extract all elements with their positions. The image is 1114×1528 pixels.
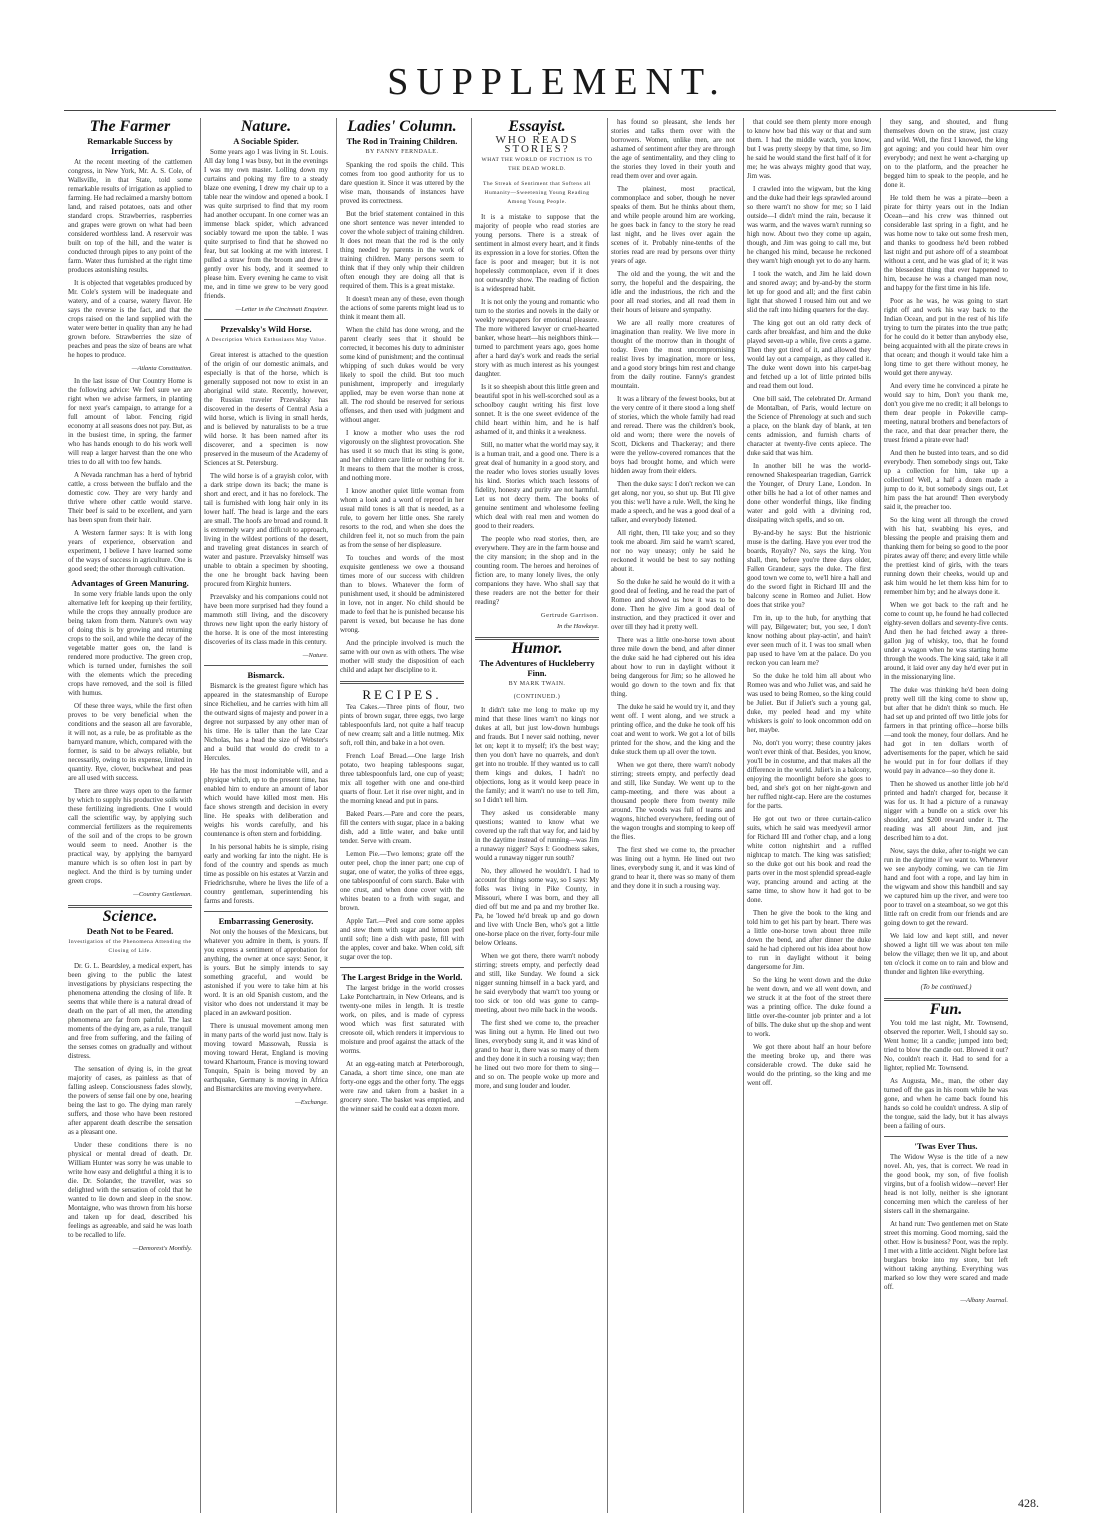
page-number: 428. xyxy=(1018,1496,1039,1510)
column-rule xyxy=(200,118,201,1513)
body-paragraph: Poor as he was, he was going to start right off and work his way back to the Indian Ocean, and put in the rest of his life trying to turn the pirates into the true path; for he could do it better than anybody else, being acquainted with all the pirate crews in that ocean; and though it would take him a long time to get there without money, he would get there anyway. xyxy=(884,297,1008,377)
body-paragraph: Apple Tart.—Peel and core some apples and stew them with sugar and lemon peel until soft; line a dish with paste, fill with the apples, cover and bake. When cold, sift sugar over the top. xyxy=(340,917,464,961)
body-paragraph: Then he give the book to the king and told him to get his part by heart. There was a little one-horse town about three mile down the bend, and after dinner the duke said he had ciphered out his idea about how to run in daylight without it being dangersome for Jim. xyxy=(747,909,871,971)
body-paragraph: The wild horse is of a grayish color, with a dark stripe down its back; the mane is short and erect, and it has no forelock. The tail is furnished with long hair only in its lower half. The head is large and the ears are small. The hoofs are broad and round. It is extremely wary and difficult to approach, living in the wildest portions of the desert, and traveling great distances in search of water and pasture. Przevalsky himself was unable to obtain a specimen by shooting, the one he brought back having been procured from Kirghiz hunters. xyxy=(204,472,328,588)
article-divider xyxy=(204,911,328,912)
body-paragraph: So the king he went down and the duke he went down, and we all went down, and we struck it at the foot of the street there was a printing office. The duke found a little over-the-counter job printer and a lot of bills. The duke shut up the shop and went to work. xyxy=(747,976,871,1038)
body-paragraph: that could see them plenty more enough to know how bad this way or that and sum them. I had the middle watch, you know, but I was pretty sleepy by that time, so Jim he said he would stand the first half of it for me; he was always mighty good that way, Jim was. xyxy=(747,118,871,180)
body-paragraph: It is a mistake to suppose that the majority of people who read stories are young persons. There is a streak of sentiment in almost every heart, and it finds its expression in a love for stories. Often the face is poor and meager; but it is not hopelessly commonplace, even if it does not outwardly show. The reading of fiction is a widespread habit. xyxy=(475,213,599,293)
section-heading: Humor. xyxy=(511,640,563,657)
body-paragraph: When we got there, there warn't nobody stirring; streets empty, and perfectly dead and still, like Sunday. We went up to the camp-meeting, and there was about a thousand people there from twenty mile around. The woods was full of teams and wagons, hitched everywhere, feeding out of the wagon troughs and stomping to keep off the flies. xyxy=(611,761,735,841)
section-heading: Nature. xyxy=(240,118,292,135)
body-paragraph: In some very friable lands upon the only alternative left for keeping up their fertility, while the crops they annually produce are being taken from them. Nature's own way of doing this is by growing and returning crops to the soil, and while the decay of the vegetable matter goes on, the land is rendered more productive. The green crop, which is turned under, furnishes the soil with the elements which the preceding crops have removed, and the soil is filled with humus. xyxy=(68,590,192,697)
masthead-rule xyxy=(64,110,1056,111)
column-rule xyxy=(471,118,472,1513)
source-credit: —Atlanta Constitution. xyxy=(131,365,192,372)
article-title: The Rod in Training Children. xyxy=(346,136,458,146)
article-deck: The Streak of Sentiment that Softens all Humanity—Sweetening Young Reading Among Young People. xyxy=(483,181,591,205)
body-paragraph: When we got there, there warn't nobody stirring; streets empty, and perfectly dead and still, like Sunday. We found a sick nigger sunning himself in a back yard, and he said everybody that warn't too young or too sick or too old was gone to camp-meeting, about two mile back in the woods. xyxy=(475,952,599,1014)
body-paragraph: At an egg-eating match at Peterborough, Canada, a short time since, one man ate forty-one eggs and the other forty. The eggs were raw and taken from a basket in a grocery store. The basket was emptied, and the winner said he could eat a dozen more. xyxy=(340,1060,464,1113)
body-paragraph: Dr. G. L. Beardsley, a medical expert, has been giving to the public the latest investigations by physicians respecting the phenomena attending the closing of life. It seems that while there is a natural dread of death on the part of all men, the attending phenomena are far from painful. The last moments of the dying are, as a rule, tranquil and free from suffering, and the failing of the senses comes on gradually and without distress. xyxy=(68,962,192,1060)
source-credit: —Letter in the Cincinnati Enquirer. xyxy=(235,306,328,313)
section-heading: Essayist. xyxy=(508,118,566,135)
body-paragraph: Bismarck is the greatest figure which has appeared in the statesmanship of Europe since Richelieu, and he carries with him all the outward signs of majesty and power in a degree not surpassed by any other man of his time. He is taller than the late Czar Nicholas, has a head the size of Webster's and a build that would do credit to a Hercules. xyxy=(204,682,328,762)
body-paragraph: All right, then, I'll take you; and so they took me aboard. Jim said he warn't scared, nor no way uneasy; only he said he reckoned it would be best to say nothing about it. xyxy=(611,529,735,573)
body-paragraph: They asked us considerable many questions; wanted to know what we covered up the raft that way for, and laid by in the daytime instead of running—was Jim a runaway nigger? Says I: Goodness sakes, would a runaway nigger run south? xyxy=(475,809,599,862)
body-paragraph: The duke was thinking he'd been doing pretty well till the king come to show up, but after that he didn't think so much. He had set up and printed off two little jobs for farmers in that printing office—horse bills—and took the money, four dollars. And he had got in ten dollars worth of advertisements for the paper, which he said he would put in for four dollars if they would pay in advance—so they done it. xyxy=(884,686,1008,775)
article-title: Remarkable Success by Irrigation. xyxy=(87,136,173,156)
body-paragraph: And then he busted into tears, and so did everybody. Then somebody sings out, Take up a collection for him, take up a collection! Well, a half a dozen made a jump to do it, but somebody sings out, Let him pass the hat around! Then everybody said it, the preacher too. xyxy=(884,449,1008,511)
body-paragraph: It doesn't mean any of these, even though the actions of some parents might lead us to think it meant them all. xyxy=(340,295,464,321)
body-paragraph: I know another quiet little woman from whom a look and a word of reproof in her usual mild tones is all that is needed, as a rule, to govern her little ones. She rarely resorts to the rod, and when she does the children feel it, not so much from the pain as from the sense of her displeasure. xyxy=(340,487,464,549)
article-title: Przevalsky's Wild Horse. xyxy=(220,324,312,334)
byline: BY MARK TWAIN. xyxy=(508,681,566,687)
section-heading: The Farmer xyxy=(89,118,171,135)
body-paragraph: I crawled into the wigwam, but the king and the duke had their legs sprawled around so there warn't no show for me; so I laid outside—I didn't mind the rain, because it was warm, and the waves warn't running so high now. About two they come up again, though, and Jim was going to call me, but he changed his mind, because he reckoned they warn't high enough yet to do any harm. xyxy=(747,185,871,265)
body-paragraph: A Nevada ranchman has a herd of hybrid cattle, a cross between the buffalo and the domestic cow. They are very hardy and thrive where other cattle would starve. Their beef is said to be excellent, and yarn has been spun from their hair. xyxy=(68,471,192,524)
body-paragraph: At hand run: Two gentlemen met on State street this morning. Good morning, said the other. How is business? Poor, was the reply. I met with a little accident. Night before last burglars broke into my store, but left without taking anything. Everything was marked so low they were scared and made off. xyxy=(884,1220,1008,1291)
article-title: The Largest Bridge in the World. xyxy=(341,972,463,982)
body-paragraph: So the duke he told him all about who Romeo was and who Juliet was, and said he was used to being Romeo, so the king could be Juliet. But if Juliet's such a young gal, duke, my peeled head and my white whiskers is goin' to look oncommon odd on her, maybe. xyxy=(747,672,871,734)
body-paragraph: they sang, and shouted, and flung themselves down on the straw, just crazy and wild. Well, the first I knowed, the king got agoing; and you could hear him over everybody; and next he went a-charging up on to the platform, and the preacher he begged him to speak to the people, and he done it. xyxy=(884,118,1008,189)
source-credit: —Country Gentleman. xyxy=(133,891,192,898)
body-paragraph: The Widow Wyse is the title of a new novel. Ah, yes, that is correct. We read in the good book, my son, of five foolish virgins, but of a foolish widow—never! Her head is not lolly, neither is she ignorant concerning men which the careless of her sisters call in the shemargaine. xyxy=(884,1153,1008,1215)
masthead: SUPPLEMENT. xyxy=(387,61,727,103)
body-paragraph: And the principle involved is much the same with our own as with others. The wise mother will study the disposition of each child and adapt her discipline to it. xyxy=(340,639,464,674)
source-credit: —Exchange. xyxy=(294,1099,328,1106)
body-paragraph: The plainest, most practical, commonplace and sober, though he never speaks of them. But he thinks about them, and while people around him are working, he goes back in fancy to the story he read last night, and he lives over again the scenes of it. Probably nine-tenths of the stories read are read by persons over thirty years of age. xyxy=(611,185,735,265)
column-5 xyxy=(611,118,735,1513)
body-paragraph: You told me last night, Mr. Townsend, observed the reporter. Well, I should say so. Went home; lit a candle; jumped into bed; tried to blow the candle out. Blowed it out? No, couldn't reach it. Had to send for a lighter, replied Mr. Townsend. xyxy=(884,1019,1008,1072)
article-divider xyxy=(340,967,464,968)
column-7 xyxy=(884,118,1008,1513)
body-paragraph: Not only the houses of the Mexicans, but whatever you admire in them, is yours. If you express a sentiment of approbation for anything, the owner at once says: Senor, it is yours. But he simply intends to say something graceful, and would be astonished if you were to take him at his word. It is an old Spanish custom, and the visitor who does not understand it may be placed in an awkward position. xyxy=(204,928,328,1017)
body-paragraph: has found so pleasant, she lends her stories and talks them over with the borrowers. Women, unlike men, are not ashamed of sentiment after they are through the age of sentimentality, and they cling to the stories they loved in their youth and read them over and over again. xyxy=(611,118,735,180)
body-paragraph: Still, no matter what the world may say, it is a human trait, and a good one. There is a great deal of humanity in a good story, and the reader who loves stories usually loves his kind. Stories which teach lessons of fidelity, honesty and purity are not harmful. Let us not decry them. The books of genuine sentiment and wholesome feeling which deal with real men and women do good to their readers. xyxy=(475,441,599,530)
column-3 xyxy=(340,118,464,1513)
article-title: Bismarck. xyxy=(247,670,285,680)
body-paragraph: We are all really more creatures of imagination than reality. We live more in thought of the morrow than in thought of today. Even the most uncompromising realist lives by imagination, more or less, and a good story brings him rest and change from the daily routine. Fanny's grandest mountain. xyxy=(611,319,735,390)
article-title: Death Not to be Feared. xyxy=(86,926,174,936)
recipes-heading: RECIPES. xyxy=(362,687,442,702)
body-paragraph: When the child has done wrong, and the parent clearly sees that it should be corrected, it becomes his duty to administer some kind of punishment; and the continual whipping of such dukes would be very likely to spoil the child. But too much punishment, improperly and irregularly applied, may be even worse than none at all. The rod should be reserved for serious offenses, and then used with judgment and without anger. xyxy=(340,326,464,424)
body-paragraph: At the recent meeting of the cattlemen congress, in New York, Mr. A. S. Cole, of Wallsville, in that State, told some remarkable results of irrigation as applied to farming. He had reclaimed a marshy bottom land, and raised potatoes, oats and other standard crops. Strawberries, raspberries and grapes were grown on what had been considered worthless land. A reservoir was built on top of the hill, and the water is conducted through pipes to any point of the farm. Water thus furnished at the right time produces astonishing results. xyxy=(68,158,192,274)
column-rule xyxy=(336,118,337,1513)
article-title: The Adventures of Huckleberry Finn. xyxy=(479,658,595,678)
body-paragraph: Spanking the rod spoils the child. This comes from too good authority for us to dare question it. Since it was uttered by the wise man, thousands of instances have proved its correctness. xyxy=(340,161,464,205)
article-title: 'Twas Ever Thus. xyxy=(914,1141,978,1151)
body-paragraph: Then the duke says: I don't reckon we can get along, nor you, so shut up. But I'll give you this: we'll have a rule. Well, the king he made a speech, and he was a good deal of a talker, and everybody listened. xyxy=(611,480,735,524)
body-paragraph: So the king went all through the crowd with his hat, swabbing his eyes, and blessing the people and praising them and thanking them for being so good to the poor pirates away off there; and every little while the prettiest kind of girls, with the tears running down their cheeks, would up and ask him would he let them kiss him for to remember him by; and he always done it. xyxy=(884,516,1008,596)
column-2 xyxy=(204,118,328,1513)
author-signature: Gertrude Garrison. xyxy=(540,612,599,619)
source-credit: —Albany Journal. xyxy=(960,1297,1008,1304)
body-paragraph: Great interest is attached to the question of the origin of our domestic animals, and especially is that of the horse, which is generally supposed not now to exist in an aboriginal wild state. Recently, however, the Russian traveler Przevalsky has discovered in the deserts of Central Asia a wild horse, which is living in small herds, and is believed by naturalists to be a true wild horse. It has been named after its discoverer, and a specimen is now preserved in the museum of the Academy of Sciences at St. Petersburg. xyxy=(204,351,328,467)
article-divider xyxy=(884,1136,1008,1137)
body-paragraph: As Augusta, Me., man, the other day turned off the gas in his room while he was gone, and when he came back found his hands so cold he couldn't undress. A slip of the tongue, said the lady, but it has always been a failing of ours. xyxy=(884,1077,1008,1130)
body-paragraph: But the brief statement contained in this one short sentence was never intended to cover the whole subject of training children. It does not mean that the rod is the only thing needed by parents in the work of training children. Many persons seem to think that if they only whip their children often enough they are doing all that is required of them. This is a great mistake. xyxy=(340,210,464,290)
body-paragraph: Now, says the duke, after to-night we can run in the daytime if we want to. Whenever we see anybody coming, we can tie Jim hand and foot with a rope, and lay him in the wigwam and show this handbill and say we captured him up the river, and were too poor to travel on a steamboat, so we got this little raft on credit from our friends and are going down to get the reward. xyxy=(884,847,1008,927)
article-title: Embarrassing Generosity. xyxy=(218,916,314,926)
body-paragraph: It is not only the young and romantic who turn to the stories and novels in the daily or weekly newspapers for emotional pleasure. The more withered lawyer or cruel-hearted banker, whose heart—his neighbors think—turned to parchment years ago, goes home after a hard day's work and reads the serial story with as much interest as his youngest daughter. xyxy=(475,298,599,378)
body-paragraph: We laid low and kept still, and never showed a light till we was about ten mile below the village; then we lit up, and about ten o'clock it come on to rain and blow and thunder and lighten like everything. xyxy=(884,932,1008,976)
section-heading: Science. xyxy=(102,908,158,925)
article-title: A Sociable Spider. xyxy=(233,136,299,146)
body-paragraph: The duke he said he would try it, and they went off. I went along, and we struck a printing office, and the duke he took off his coat and went to work. We got a lot of bills printed for the show, and the king and the duke stuck them up all over the town. xyxy=(611,703,735,756)
column-1 xyxy=(68,118,192,1513)
body-paragraph: He told them he was a pirate—been a pirate for thirty years out in the Indian Ocean—and his crew was thinned out considerable last spring in a fight, and he was home now to take out some fresh men, and thanks to goodness he'd been robbed last night and put ashore off of a steamboat without a cent, and he was glad of it; it was the blessedest thing that ever happened to him, because he was a changed man now, and happy for the first time in his life. xyxy=(884,194,1008,292)
byline: (CONTINUED.) xyxy=(513,694,561,700)
body-paragraph: A Western farmer says: It is with long years of experience, observation and experiment, I believe I have learned some of the ways of success in agriculture. One is good seed; the other thorough cultivation. xyxy=(68,529,192,573)
body-paragraph: The first shed we come to, the preacher was lining out a hymn. He lined out two lines, everybody sung it, and it was kind of grand to hear it, there was so many of them and they done it in such a rousing way. xyxy=(611,846,735,890)
article-deck: A Description Which Enthusiasts May Value. xyxy=(205,337,327,343)
body-paragraph: Lemon Pie.—Two lemons; grate off the outer peel, chop the inner part; one cup of sugar, one of water, the yolks of three eggs, one tablespoonful of corn starch. Bake with one crust, and when done cover with the whites beaten to a froth with sugar, and brown. xyxy=(340,850,464,912)
body-paragraph: He got out two or three curtain-calico suits, which he said was meedyevil armor for Richard III and t'other chap, and a long white cotton nightshirt and a ruffled nightcap to match. The king was satisfied; so the duke got out his book and read the parts over in the most splendid spread-eagle way, prancing around and acting at the same time, to show how it had got to be done. xyxy=(747,815,871,904)
body-paragraph: We got there about half an hour before the meeting broke up, and there was considerable crowd. The duke said he would do the printing, so the king and me went off. xyxy=(747,1043,871,1087)
article-subtitle: WHO READS STORIES? xyxy=(495,134,579,155)
article-deck: WHAT THE WORLD OF FICTION IS TO THE DEAD WORLD. xyxy=(481,157,593,172)
section-heading: Ladies' Column. xyxy=(347,118,457,135)
body-paragraph: The people who read stories, then, are everywhere. They are in the farm house and the city mansion; in the shop and in the counting room. The heroes and heroines of fiction are, to many lonely lives, the only companions they have. Who shall say that these readers are not the better for their reading? xyxy=(475,535,599,606)
body-paragraph: It was a library of the fewest books, but at the very centre of it there stood a long shelf of stories, which the whole family had read and reread. There was the children's book, old and worn; there were the novels of Scott, Dickens and Thackeray; and there were the yellow-covered romances that the boys had brought home, and which were hidden away from their elders. xyxy=(611,395,735,475)
body-paragraph: Is it so sheepish about this little green and beautiful spot in his well-scorched soul as a schoolboy caught writing his first love sonnet. It is the one sweet evidence of the child heart within him, and he is half ashamed of it, and thinks it a weakness. xyxy=(475,383,599,436)
article-divider xyxy=(204,319,328,320)
article-title: Advantages of Green Manuring. xyxy=(71,578,189,588)
article-deck: Investigation of the Phenomena Attending the Closing of Life. xyxy=(68,939,192,954)
body-paragraph: I'm in, up to the hub, for anything that will pay, Bilgewater; but, you see, I don't know nothing about play-actin', and hain't ever seen much of it. I was too small when pap used to have 'em at the palace. Do you reckon you can learn me? xyxy=(747,614,871,667)
source-credit: —Nature. xyxy=(302,652,328,659)
body-paragraph: It is objected that vegetables produced by Mr. Cole's system will be inadequate and watery, and of a coarse, watery flavor. He says the reverse is the fact, and that the crops raised on the land supplied with the water were better in quality than any he had grown before. Strawberries the size of peaches and peas the size of beans are what he hopes to produce. xyxy=(68,279,192,359)
body-paragraph: The sensation of dying is, in the great majority of cases, as painless as that of falling asleep. Consciousness fades slowly, the powers of sense fail one by one, hearing being the last to go. The dying man rarely suffers, and those who have been restored after apparent death describe the sensation as a pleasant one. xyxy=(68,1065,192,1136)
body-paragraph: The old and the young, the wit and the sorry, the hopeful and the despairing, the idle and the industrious, the rich and the poor all read stories, and all read them in their hours of leisure and sympathy. xyxy=(611,270,735,314)
body-paragraph: When we got back to the raft and he come to count up, he found he had collected eighty-seven dollars and seventy-five cents. And then he had fetched away a three-gallon jug of whisky, too, that he found under a wagon when he was starting home through the woods. The king said, take it all around, it laid over any day he'd ever put in in the missionarying line. xyxy=(884,601,1008,681)
section-divider xyxy=(340,681,464,684)
column-4 xyxy=(475,118,599,1513)
body-paragraph: By-and-by he says: But the histrionic muse is the darling. Have you ever trod the boards, Royalty? No, says the king. You shall, then, before you're three days older, Fallen Grandeur, says the duke. The first good town we come to, we'll hire a hall and do the sword fight in Richard III and the balcony scene in Romeo and Juliet. How does that strike you? xyxy=(747,529,871,609)
column-rule xyxy=(880,118,881,1513)
body-paragraph: Of these three ways, while the first often proves to be very beneficial when the conditions and the season all are favorable, it will not, as a rule, be as profitable as the barnyard manure, which, compared with the former, is said to be always reliable, but necessarily, owing to its expense, limited in quantity. Rye, clover, buckwheat and peas are all used with success. xyxy=(68,702,192,782)
body-paragraph: Baked Pears.—Pare and core the pears, fill the centers with sugar, place in a baking dish, add a little water, and bake until tender. Serve with cream. xyxy=(340,810,464,845)
body-paragraph: The largest bridge in the world crosses Lake Pontchartrain, in New Orleans, and is twenty-one miles in length. It is trestle work, on piles, and is made of cypress wood which was first saturated with creosote oil, which renders it impervious to moisture and proof against the attack of the worms. xyxy=(340,984,464,1055)
body-paragraph: Then he showed us another little job he'd printed and hadn't charged for, because it was for us. It had a picture of a runaway nigger with a bundle on a stick over his shoulder, and $200 reward under it. The reading was all about Jim, and just described him to a dot. xyxy=(884,780,1008,842)
body-paragraph: I took the watch, and Jim he laid down and snored away; and by-and-by the storm let up for good and all; and the first cabin light that showed I roused him out and we slid the raft into hiding quarters for the day. xyxy=(747,270,871,314)
body-paragraph: The king got out an old ratty deck of cards after breakfast, and him and the duke played seven-up a while, five cents a game. Then they got tired of it, and allowed they would lay out a campaign, as they called it. The duke went down into his carpet-bag and fetched up a lot of little printed bills and read them out loud. xyxy=(747,319,871,390)
body-paragraph: French Loaf Bread.—One large Irish potato, two heaping tablespoons sugar, three tablespoonfuls lard, one cup of yeast; mix all together with one and one-third quarts of flour. Let it rise over night, and in the morning knead and put in pans. xyxy=(340,752,464,805)
body-paragraph: In the last issue of Our Country Home is the following advice: We feel sure we are right when we advise farmers, in planting for next year's campaign, to arrange for a full amount of labor. Fencing rigid economy at all seasons does not pay. But, as in the busiest time, in spring, the farmer who has hands enough to do his work well will reap a larger harvest than the one who tries to do all with too few hands. xyxy=(68,377,192,466)
body-paragraph: To touches and words of the most exquisite gentleness we owe a thousand times more of our success with children than to blows. Whatever the form of punishment used, it should be administered in love, not in anger. No child should be made to feel that he is punished because his parent is vexed, but because he has done wrong. xyxy=(340,554,464,634)
body-paragraph: He has the most indomitable will, and a physique which, up to the present time, has enabled him to endure an amount of labor which would have killed most men. His face shows strength and decision in every line. He speaks with deliberation and weighs his words carefully, and his countenance is often stern and forbidding. xyxy=(204,767,328,838)
body-paragraph: No, they allowed he wouldn't. I had to account for things some way, so I says: My folks was living in Pike County, in Missouri, where I was born, and they all died off but me and pa and my brother Ike. Pa, he 'lowed he'd break up and go down and live with Uncle Ben, who's got a little one-horse place on the river, forty-four mile below Orleans. xyxy=(475,867,599,947)
section-heading: Fun. xyxy=(929,1001,963,1018)
column-rule xyxy=(743,118,744,1513)
body-paragraph: One bill said, The celebrated Dr. Armand de Montalban, of Paris, would lecture on the Science of Phrenology at such and such a place, on the blank day of blank, at ten cents admission, and furnish charts of character at twenty-five cents apiece. The duke said that was him. xyxy=(747,395,871,457)
body-paragraph: Some years ago I was living in St. Louis. All day long I was busy, but in the evenings I was my own master. Lolling down my curtains and poking my fire to a steady blaze one evening, I drew my chair up to a table near the window and opened a book. I was quite surprised to find that my room had another occupant. In one corner was an immense black spider, which advanced sociably toward me upon the table. I was quite surprised to find that he showed no fear, but sat looking at me with interest. I pulled a straw from the broom and drew it gently over his body, and it seemed to please him. Every evening he came to visit me, and in time we grew to be very good friends. xyxy=(204,148,328,300)
body-paragraph: No, don't you worry; these country jakes won't ever think of that. Besides, you know, you'll be in costume, and that makes all the difference in the world. Juliet's in a balcony, enjoying the moonlight before she goes to bed, and she's got on her night-gown and her ruffled night-cap. Here are the costumes for the parts. xyxy=(747,739,871,810)
byline: BY FANNY FERNDALE. xyxy=(365,149,439,155)
body-paragraph: The first shed we come to, the preacher was lining out a hymn. He lined out two lines, everybody sung it, and it was kind of grand to hear it, there was so many of them and they done it in such a rousing way; then he lined out two more for them to sing—and so on. The people woke up more and more, and sung louder and louder. xyxy=(475,1019,599,1090)
body-paragraph: Przevalsky and his companions could not have been more surprised had they found a mammoth still living, and the discovery throws new light upon the early history of the horse. It is one of the most interesting discoveries of its class made in this century. xyxy=(204,593,328,646)
body-paragraph: There is unusual movement among men in many parts of the world just now. Italy is moving toward Massowah, Russia is moving toward Herat, England is moving toward Khartoum, France is moving toward Tonquin, Spain is being moved by an earthquake, Germany is moving in Africa and Bismarckites are moving everywhere. xyxy=(204,1022,328,1093)
body-paragraph: There was a little one-horse town about three mile down the bend, and after dinner the duke said he had ciphered out his idea about how to run in daylight without it being dangerous for Jim; so he allowed he would go down to the town and fix that thing. xyxy=(611,636,735,698)
source-credit: —Demorest's Monthly. xyxy=(132,1245,192,1252)
body-paragraph: In another bill he was the world-renowned Shakespearian tragedian, Garrick the Younger, of Drury Lane, London. In other bills he had a lot of other names and done other wonderful things, like finding water and gold with a divining rod, dissipating witch spells, and so on. xyxy=(747,462,871,524)
column-6 xyxy=(747,118,871,1513)
body-paragraph: In his personal habits he is simple, rising early and working far into the night. He is fond of the country and spends as much time as possible on his estates at Varzin and Friedrichsruhe, where he lives the life of a country gentleman, superintending his farms and forests. xyxy=(204,843,328,905)
body-paragraph: There are three ways open to the farmer by which to supply his productive soils with these fertilizing ingredients. One I would call the scientific way, by applying such commercial fertilizers as the requirements of the soil and of the crops to be grown would seem to need. Another is the practical way, by applying the barnyard manure which is so often lost in part by neglect. And the third is by turning under green crops. xyxy=(68,787,192,885)
body-paragraph: I know a mother who uses the rod vigorously on the slightest provocation. She has used it so much that its sting is gone, and her children care little or nothing for it. It means to them that the mother is cross, and nothing more. xyxy=(340,429,464,482)
body-paragraph: Tea Cakes.—Three pints of flour, two pints of brown sugar, three eggs, two large tablespoonfuls lard, not quite a half teacup of new cream; salt and a little nutmeg. Mix soft, roll thin, and bake in a hot oven. xyxy=(340,703,464,747)
column-rule xyxy=(607,118,608,1513)
body-paragraph: Under these conditions there is no physical or mental dread of death. Dr. William Hunter was sorry he was unable to write how easy and delightful a thing it is to die. Dr. Solander, the traveller, was so delighted with the sensation of cold that he wanted to lie down and sleep in the snow. Montaigne, who was thrown from his horse and taken up for dead, described his feelings as agreeable, and said he was loath to be recalled to life. xyxy=(68,1141,192,1239)
body-paragraph: And every time he convinced a pirate he would say to him, Don't you thank me, don't you give me no credit; it all belongs to them dear people in Pokeville camp-meeting, natural brothers and benefactors of the race, and that dear preacher there, the truest friend a pirate ever had! xyxy=(884,382,1008,444)
source-credit: In the Hawkeye. xyxy=(556,623,599,630)
article-divider xyxy=(204,665,328,666)
body-paragraph: It didn't take me long to make up my mind that these lines warn't no kings nor dukes at all, but just low-down humbugs and frauds. But I never said nothing, never let on; kept it to myself; it's the best way; then you don't have no quarrels, and don't get into no trouble. If they wanted us to call them kings and dukes, I hadn't no objections, long as it would keep peace in the family; and it warn't no use to tell Jim, so I didn't tell him. xyxy=(475,706,599,804)
continued-note: (To be continued.) xyxy=(920,983,972,991)
body-paragraph: So the duke he said he would do it with a good deal of feeling, and he read the part of Romeo and showed us how it was to be done. Then he give Jim a good deal of instruction, and they practiced it over and over till they had it pretty well. xyxy=(611,578,735,631)
